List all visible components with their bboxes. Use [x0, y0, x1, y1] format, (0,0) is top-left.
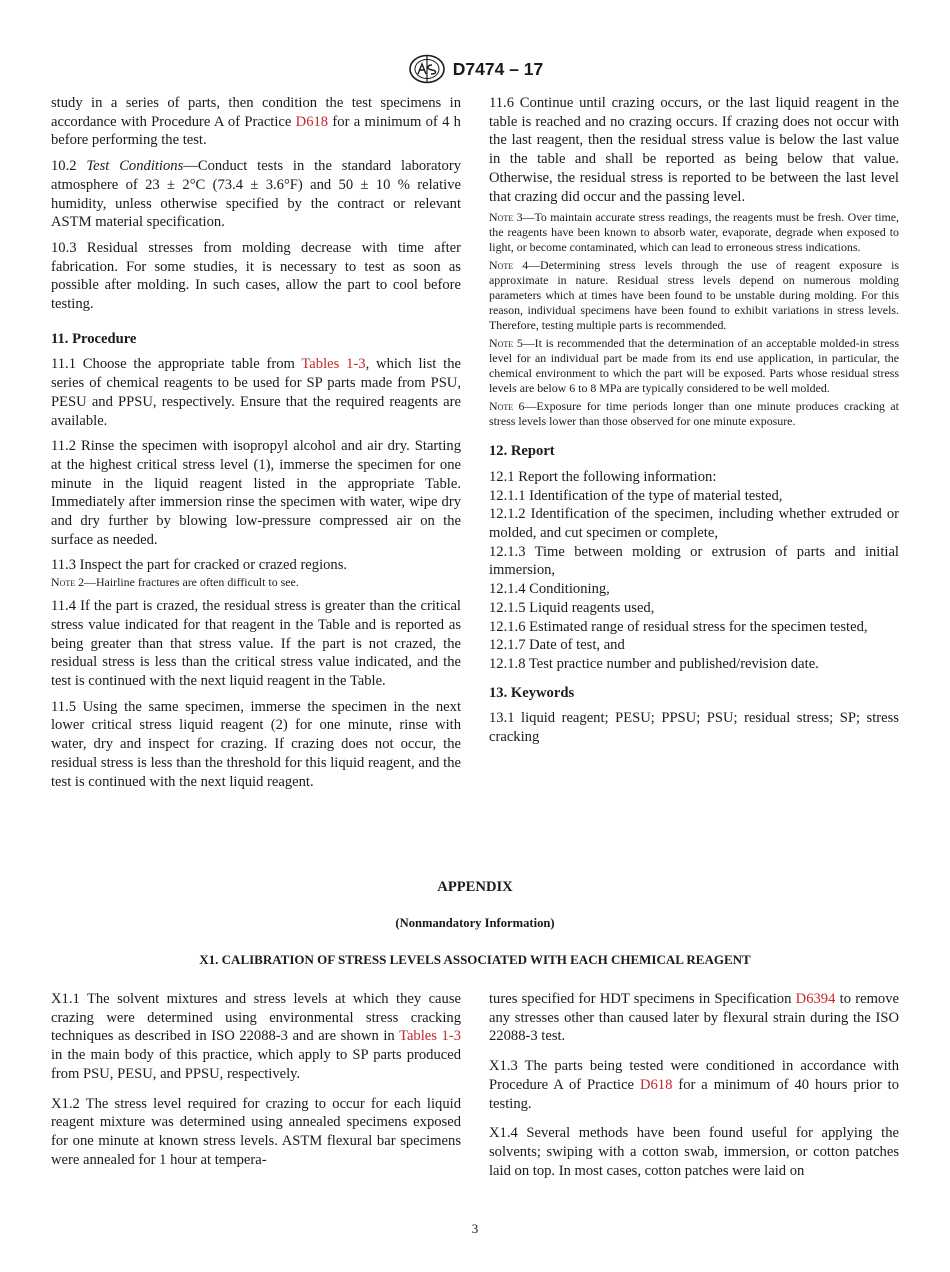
appendix-x1-title: X1. CALIBRATION OF STRESS LEVELS ASSOCIATED WITH EACH CHEMICAL REAGENT [199, 952, 751, 967]
paragraph-11-3: 11.3 Inspect the part for cracked or crazed regions. [51, 557, 348, 574]
link-tables-1-3-appendix[interactable]: Tables 1-3 [399, 1028, 461, 1045]
paragraph-11-4: 11.4 If the part is crazed, the residual stress is greater than the critical stress value indicated for that reagent in the Table and is reported as being greater than that stress value. If the part is not crazed, the residual stress is less than the critical stress value indicated, and the test is continued with the next liquid reagent in the Table. [51, 598, 461, 689]
note-5: Note 5—It is recommended that the determination of an acceptable molded-in stress level for an individual part be made from its end use application, in particular, the chemical environment to which the part will be exposed. Parts whose residual stress levels are below 6 to 8 MPa are typically considered to be well molded. [489, 336, 899, 396]
link-d618-appendix[interactable]: D618 [639, 1076, 673, 1093]
paragraph-x1-3: X1.3 The parts being tested were conditioned in accordance with Procedure A of Practice D618 for a minimum of 40 hours prior to testing. [489, 1058, 899, 1112]
link-d6394[interactable]: D6394 [795, 991, 836, 1007]
appendix-title: APPENDIX [437, 879, 513, 895]
document-id: D7474 – 17 [452, 58, 544, 79]
left-column [51, 94, 461, 791]
section-11-heading: 11. Procedure [51, 330, 137, 347]
appendix-subtitle: (Nonmandatory Information) [395, 916, 555, 930]
paragraph-11-6: 11.6 Continue until crazing occurs, or the last liquid reagent in the table is reached and no crazing occurs. If crazing does not occur with the last reagent, then the residual stress value is below the last value in the table and shall be reported as being below that value. Otherwise, the residual stress is reported to be between the last level that crazing did occur and the passing level. [489, 95, 899, 205]
report-12-1-3: 12.1.3 Time between molding or extrusion of parts and initial immersion, [489, 543, 899, 579]
report-12-1-1: 12.1.1 Identification of the type of material tested, [489, 487, 783, 504]
report-12-1-5: 12.1.5 Liquid reagents used, [489, 599, 655, 616]
paragraph-x1-2: X1.2 The stress level required for crazing to occur for each liquid reagent mixture was determined using annealed specimens exposed for one minute at known stress levels. ASTM flexural bar specimens were annealed for 1 hour at tempera- [51, 1095, 461, 1168]
test-conditions-title: Test Conditions [86, 158, 184, 175]
paragraph-x1-4: X1.4 Several methods have been found useful for applying the solvents; swiping with a cotton swab, immersion, or cotton patches laid on top. In most cases, cotton patches were laid on [489, 1125, 899, 1179]
page-header [0, 54, 950, 84]
page-number: 3 [471, 1221, 479, 1236]
report-12-1-4: 12.1.4 Conditioning, [489, 581, 610, 598]
appendix-left-column [51, 990, 461, 1169]
report-12-1-7: 12.1.7 Date of test, and [489, 637, 625, 654]
appendix-right-column [489, 990, 899, 1180]
keywords-13-1: 13.1 liquid reagent; PESU; PPSU; PSU; residual stress; SP; stress cracking [489, 710, 899, 746]
report-12-1: 12.1 Report the following information: [489, 468, 717, 485]
note-2: Note 2—Hairline fractures are often difficult to see. [51, 575, 299, 590]
paragraph-11-1: 11.1 Choose the appropriate table from Tables 1-3, which list the series of chemical reagents to be used for SP parts made from PSU, PESU and PPSU, respectively. Ensure that the required reagents are available. [51, 356, 461, 429]
note-4: Note 4—Determining stress levels through the use of reagent exposure is approximate in nature. Residual stress levels depend on numerous molding parameters which at times have been found to be unstable during molding. For this reason, individual specimens have been found to exhibit variations in stress levels. Therefore, testing multiple parts is recommended. [489, 258, 899, 333]
paragraph-11-5: 11.5 Using the same specimen, immerse the specimen in the next lower critical stress liquid reagent (2) for one minute, rinse with water, dry and inspect for crazing. If crazing does not occur, the residual stress is less than the threshold for this liquid reagent, and the test is continued with the next liquid reagent. [51, 698, 461, 790]
paragraph-10-1-continued: study in a series of parts, then condition the test specimens in accordance with Procedure A of Practice D618 for a minimum of 4 h before performing the test. [51, 95, 461, 149]
report-12-1-8: 12.1.8 Test practice number and published/revision date. [489, 655, 819, 672]
link-d618[interactable]: D618 [295, 113, 329, 130]
astm-logo-icon [407, 54, 447, 84]
report-12-1-2: 12.1.2 Identification of the specimen, including whether extruded or molded, and cut specimen or complete, [489, 506, 899, 542]
section-12-heading: 12. Report [489, 443, 555, 460]
section-13-heading: 13. Keywords [489, 684, 575, 701]
paragraph-x1-1: X1.1 The solvent mixtures and stress levels at which they cause crazing were determined using environmental stress cracking techniques as described in ISO 22088-3 and are shown in Tables 1-3 in the main body of this practice, which apply to SP parts produced from PSU, PESU, and PPSU, respectively. [51, 991, 461, 1082]
link-tables-1-3[interactable]: Tables 1-3 [301, 356, 366, 373]
paragraph-10-3: 10.3 Residual stresses from molding decrease with time after fabrication. For some studies, it is necessary to test as soon as possible after molding. In such cases, allow the part to cool before testing. [51, 239, 461, 313]
paragraph-x1-2-continued: tures specified for HDT specimens in Specification D6394 to remove any stresses other than caused later by flexural strain during the ISO 22088-3 test. [489, 991, 899, 1045]
note-6: Note 6—Exposure for time periods longer than one minute produces cracking at stress levels lower than those observed for one minute exposure. [489, 399, 899, 429]
right-column [489, 94, 899, 747]
report-12-1-6: 12.1.6 Estimated range of residual stress for the specimen tested, [489, 618, 868, 635]
paragraph-10-2: 10.2 Test Conditions—Conduct tests in the standard laboratory atmosphere of 23 ± 2°C (73.4 ± 3.6°F) and 50 ± 10 % relative humidity, unless otherwise specified by the contract or relevant ASTM material specification. [51, 158, 462, 231]
paragraph-11-2: 11.2 Rinse the specimen with isopropyl alcohol and air dry. Starting at the highest critical stress level (1), immerse the specimen for one minute in the liquid reagent listed in the appropriate Table. Immediately after immersion rinse the specimen with water, wipe dry and dry further by blowing low-pressure compressed air on the surface as needed. [51, 438, 461, 548]
note-3: Note 3—To maintain accurate stress readings, the reagents must be fresh. Over time, the reagents have been known to absorb water, evaporate, degrade when exposed to light, or become contaminated, which can lead to erroneous stress indications. [489, 210, 899, 255]
